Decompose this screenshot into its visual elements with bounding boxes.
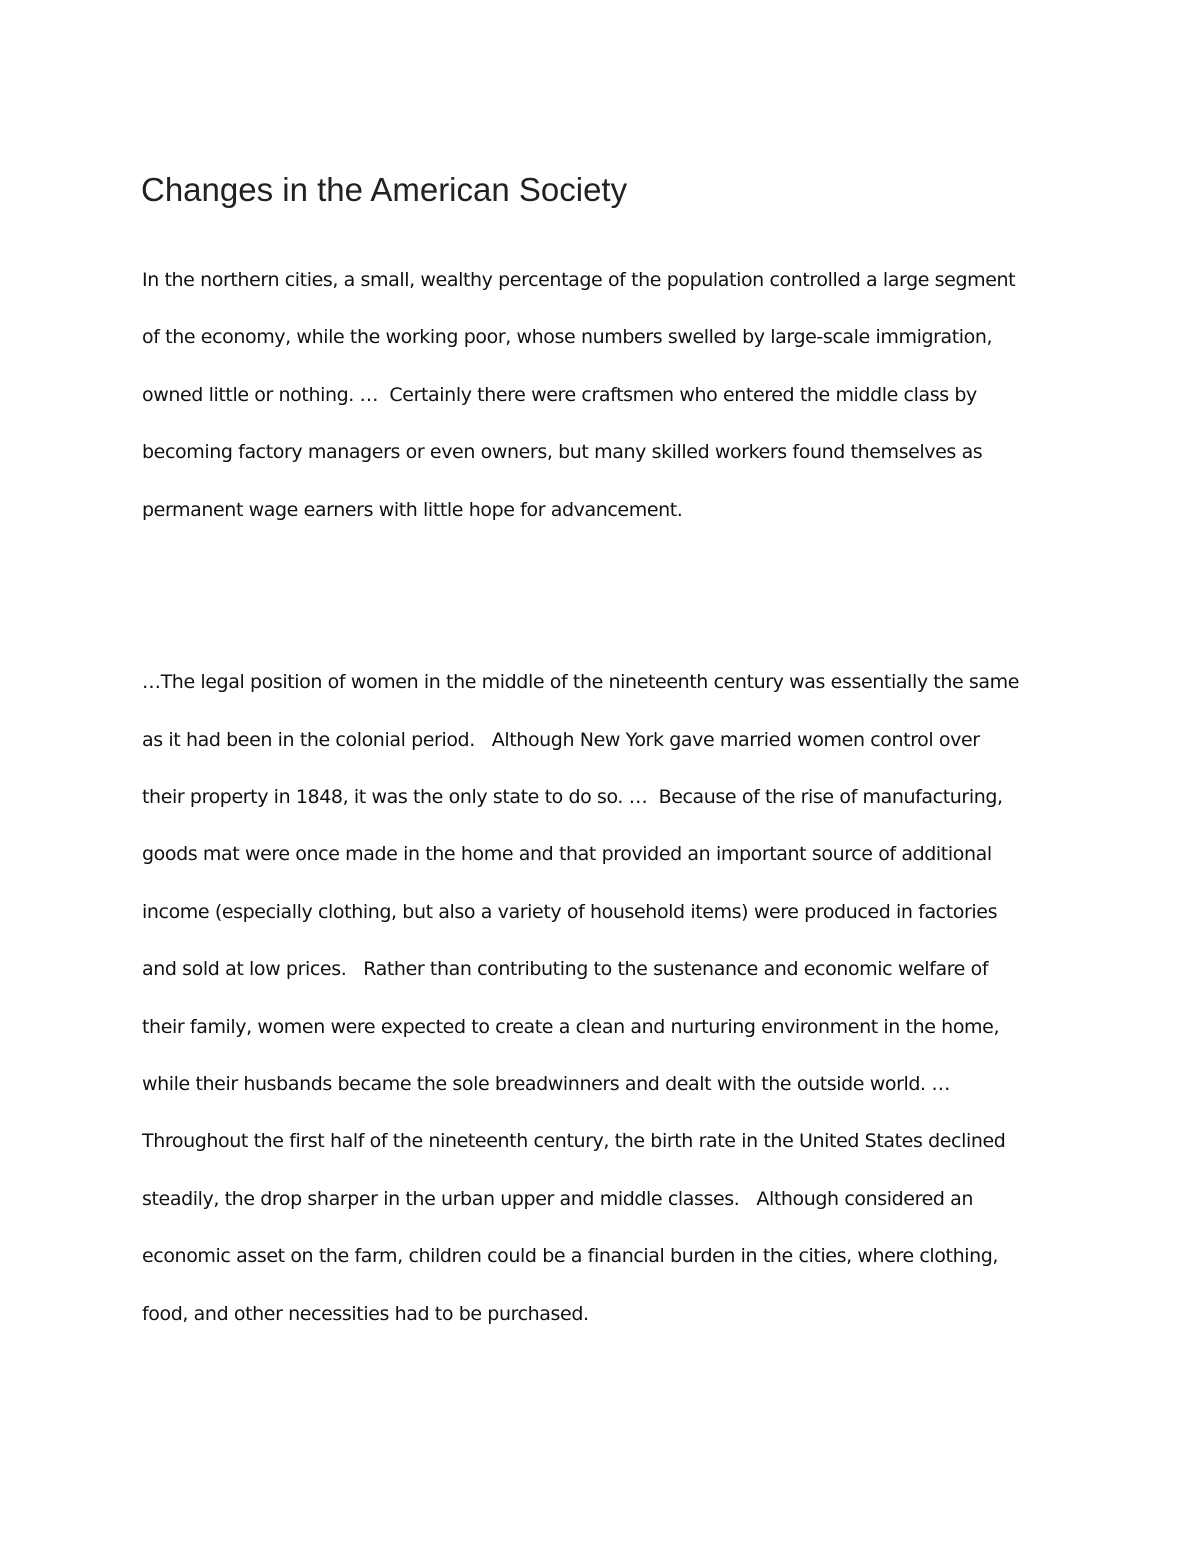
document-title: Changes in the American Society: [141, 171, 628, 208]
paragraph-1-line-3: owned little or nothing. … Certainly there were craftsmen who entered the middle class by: [142, 384, 977, 406]
paragraph-1-line-4: becoming factory managers or even owners, but many skilled workers found themselves as: [142, 441, 983, 463]
paragraph-2-line-7: their family, women were expected to create a clean and nurturing environment in the home,: [142, 1016, 1000, 1038]
paragraph-2-line-10: steadily, the drop sharper in the urban upper and middle classes. Although considered an: [142, 1188, 974, 1210]
paragraph-2-line-5: income (especially clothing, but also a variety of household items) were produced in factories: [142, 901, 998, 923]
paragraph-2-line-2: as it had been in the colonial period. Although New York gave married women control over: [142, 729, 980, 751]
paragraph-2-line-6: and sold at low prices. Rather than contributing to the sustenance and economic welfare of: [142, 958, 989, 980]
paragraph-2-line-4: goods mat were once made in the home and that provided an important source of additional: [142, 843, 992, 865]
paragraph-2-line-11: economic asset on the farm, children could be a financial burden in the cities, where clothing,: [142, 1245, 999, 1267]
paragraph-1-line-2: of the economy, while the working poor, whose numbers swelled by large-scale immigration,: [142, 326, 993, 348]
paragraph-2-line-8: while their husbands became the sole breadwinners and dealt with the outside world. …: [142, 1073, 950, 1095]
paragraph-2-line-3: their property in 1848, it was the only state to do so. … Because of the rise of manufacturing,: [142, 786, 1003, 808]
paragraph-2-line-12: food, and other necessities had to be purchased.: [142, 1303, 589, 1325]
paragraph-2-line-9: Throughout the first half of the nineteenth century, the birth rate in the United States declined: [142, 1130, 1006, 1152]
paragraph-1-line-1: In the northern cities, a small, wealthy percentage of the population controlled a large segment: [142, 269, 1016, 291]
paragraph-1-line-5: permanent wage earners with little hope for advancement.: [142, 499, 683, 521]
paragraph-2-line-1: …The legal position of women in the middle of the nineteenth century was essentially the same: [142, 671, 1020, 693]
